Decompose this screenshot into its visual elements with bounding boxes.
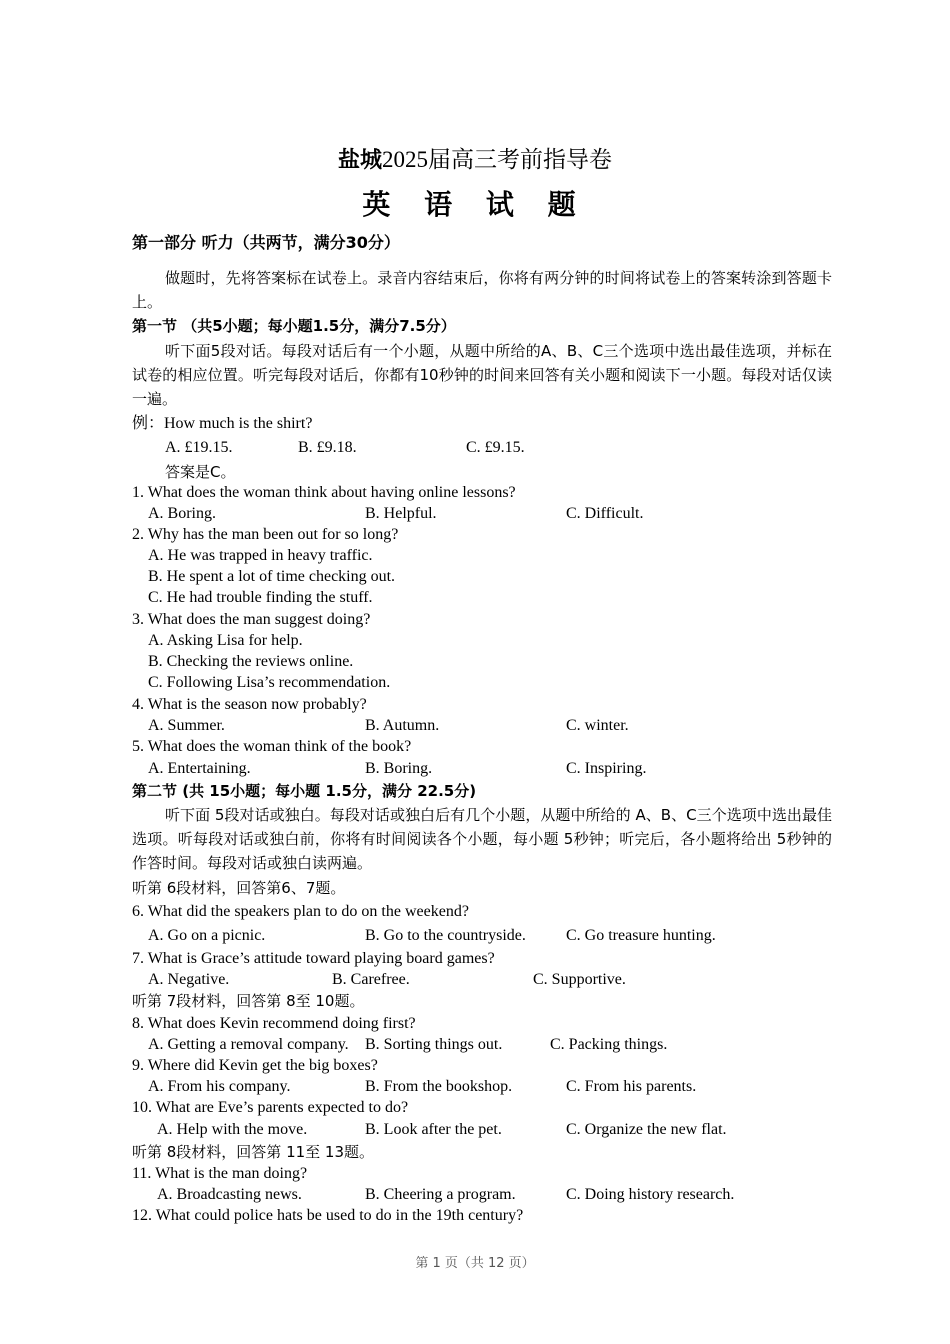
q1-option-a: A. Boring. <box>148 505 216 522</box>
part1-heading: 第一部分 听力（共两节，满分30分） <box>132 233 400 252</box>
example-question: 例：How much is the shirt? <box>132 415 313 432</box>
q3-option-c: C. Following Lisa’s recommendation. <box>148 674 391 691</box>
q2-option-c: C. He had trouble finding the stuff. <box>148 589 373 606</box>
example-option-a: A. £19.15. <box>165 439 233 456</box>
q7-option-b: B. Carefree. <box>332 971 410 988</box>
q7-option-c: C. Supportive. <box>533 971 626 988</box>
q4-option-b: B. Autumn. <box>365 717 440 734</box>
section2-instruction: 听下面 5段对话或独白。每段对话或独白后有几个小题，从题中所给的 A、B、C三个选项中选出最佳选项。听每段对话或独白前，你将有时间阅读各个小题，每小题 5秒钟；听完后，各小题将给出 5秒钟的作答时间。每段对话或独白读两遍。 <box>132 806 832 872</box>
q11-option-c: C. Doing history research. <box>566 1186 735 1203</box>
question-2: 2. Why has the man been out for so long? <box>132 526 399 543</box>
q9-option-c: C. From his parents. <box>566 1078 697 1095</box>
section2-heading: 第二节 (共 15小题；每小题 1.5分，满分 22.5分) <box>132 782 477 800</box>
example-option-c: C. £9.15. <box>466 439 525 456</box>
page-footer: 第 1 页（共 12 页） <box>415 1256 535 1271</box>
example-option-b: B. £9.18. <box>298 439 357 456</box>
section1-heading: 第一节 （共5小题；每小题1.5分，满分7.5分） <box>132 317 456 335</box>
question-5: 5. What does the woman think of the book? <box>132 738 412 755</box>
q4-option-a: A. Summer. <box>148 717 225 734</box>
exam-subtitle: 英 语 试 题 <box>362 188 588 221</box>
question-1: 1. What does the woman think about having online lessons? <box>132 484 516 501</box>
question-3: 3. What does the man suggest doing? <box>132 611 371 628</box>
question-6: 6. What did the speakers plan to do on the weekend? <box>132 903 469 920</box>
question-10: 10. What are Eve’s parents expected to do? <box>132 1099 409 1116</box>
q8-option-c: C. Packing things. <box>550 1036 668 1053</box>
question-9: 9. Where did Kevin get the big boxes? <box>132 1057 378 1074</box>
q1-option-b: B. Helpful. <box>365 505 437 522</box>
example-answer: 答案是C。 <box>165 463 236 481</box>
question-12: 12. What could police hats be used to do in the 19th century? <box>132 1207 524 1224</box>
material-7-note: 听第 7段材料，回答第 8至 10题。 <box>132 992 365 1010</box>
section1-instruction: 听下面5段对话。每段对话后有一个小题，从题中所给的A、B、C三个选项中选出最佳选项，并标在试卷的相应位置。听完每段对话后，你都有10秒钟的时间来回答有关小题和阅读下一小题。每段对话仅读一遍。 <box>132 342 832 408</box>
question-8: 8. What does Kevin recommend doing first? <box>132 1015 416 1032</box>
q6-option-b: B. Go to the countryside. <box>365 927 526 944</box>
q5-option-b: B. Boring. <box>365 760 433 777</box>
material-6-note: 听第 6段材料，回答第6、7题。 <box>132 879 346 897</box>
q9-option-a: A. From his company. <box>148 1078 291 1095</box>
title-rest: 2025届高三考前指导卷 <box>382 147 612 172</box>
q11-option-a: A. Broadcasting news. <box>157 1186 302 1203</box>
title-city: 盐城 <box>337 148 382 173</box>
q10-option-a: A. Help with the move. <box>157 1121 308 1138</box>
question-4: 4. What is the season now probably? <box>132 696 367 713</box>
q5-option-c: C. Inspiring. <box>566 760 647 777</box>
q10-option-c: C. Organize the new flat. <box>566 1121 727 1138</box>
q4-option-c: C. winter. <box>566 717 629 734</box>
q11-option-b: B. Cheering a program. <box>365 1186 516 1203</box>
q2-option-a: A. He was trapped in heavy traffic. <box>148 547 373 564</box>
q5-option-a: A. Entertaining. <box>148 760 251 777</box>
q10-option-b: B. Look after the pet. <box>365 1121 502 1138</box>
question-11: 11. What is the man doing? <box>132 1165 308 1182</box>
q8-option-b: B. Sorting things out. <box>365 1036 503 1053</box>
q1-option-c: C. Difficult. <box>566 505 644 522</box>
q8-option-a: A. Getting a removal company. <box>148 1036 349 1053</box>
q3-option-a: A. Asking Lisa for help. <box>148 632 303 649</box>
q9-option-b: B. From the bookshop. <box>365 1078 513 1095</box>
q6-option-a: A. Go on a picnic. <box>148 927 266 944</box>
q6-option-c: C. Go treasure hunting. <box>566 927 716 944</box>
q2-option-b: B. He spent a lot of time checking out. <box>148 568 396 585</box>
material-8-note: 听第 8段材料，回答第 11至 13题。 <box>132 1143 375 1161</box>
q3-option-b: B. Checking the reviews online. <box>148 653 354 670</box>
q7-option-a: A. Negative. <box>148 971 230 988</box>
exam-title <box>0 146 950 175</box>
question-7: 7. What is Grace’s attitude toward playing board games? <box>132 950 495 967</box>
part1-instruction: 做题时，先将答案标在试卷上。录音内容结束后，你将有两分钟的时间将试卷上的答案转涂到答题卡上。 <box>132 269 832 311</box>
